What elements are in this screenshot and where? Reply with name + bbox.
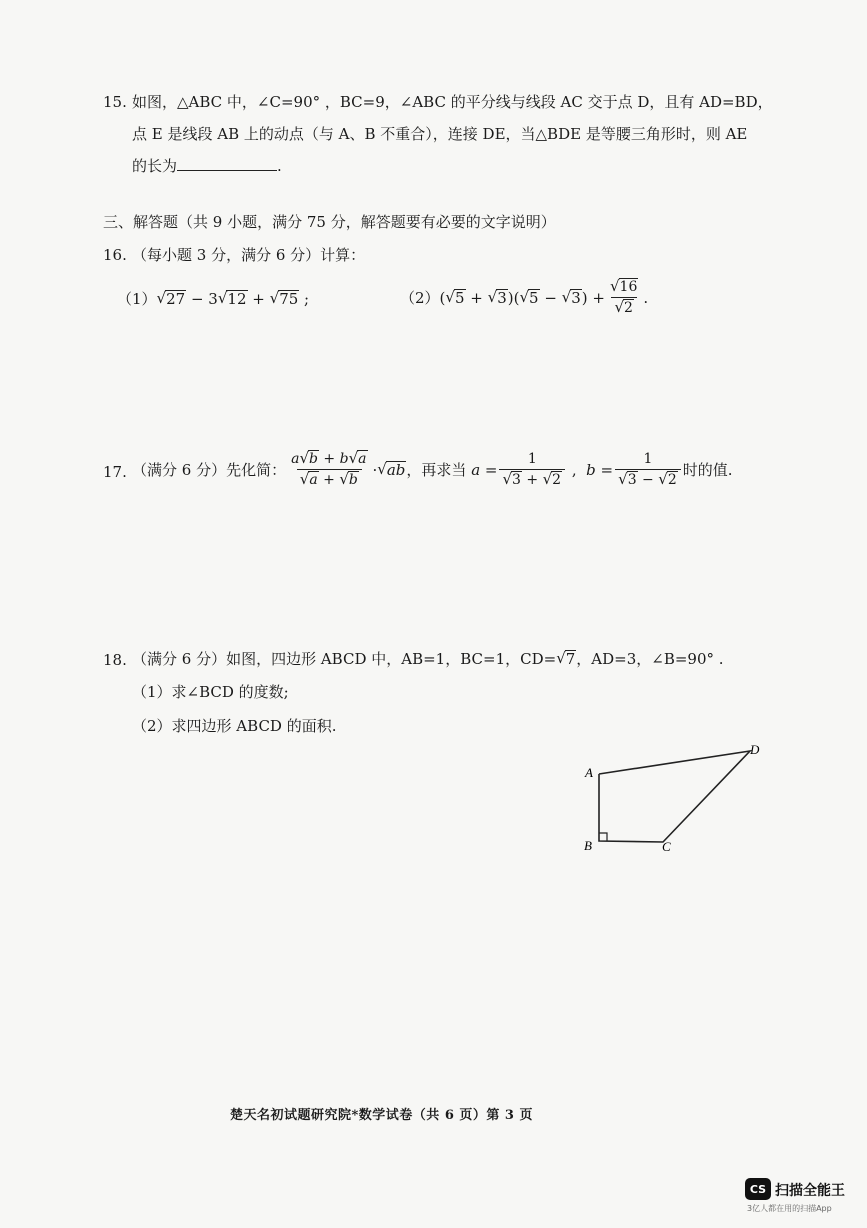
frac-simplify-expression: a √ b + b √ a √ a + √ b xyxy=(291,449,367,488)
label-c: C xyxy=(662,839,671,854)
q16-part1-label: （1） xyxy=(117,290,157,308)
page-footer: 楚天名初试题研究院*数学试卷（共 6 页）第 3 页 xyxy=(230,1108,533,1123)
quadrilateral-abcd xyxy=(599,751,750,842)
scanner-watermark xyxy=(745,1178,855,1214)
cs-logo-icon: CS xyxy=(745,1178,771,1200)
q17-pre: （满分 6 分）先化简： xyxy=(132,461,287,479)
q15-line3-pre: 的长为 xyxy=(132,157,178,175)
q18-number: 18. xyxy=(103,651,127,669)
sqrt-12: √ 12 xyxy=(217,288,247,308)
q15-line3 xyxy=(132,156,282,176)
q18-stem-part1: （满分 6 分）如图，四边形 ABCD 中，AB=1，BC=1，CD= xyxy=(132,650,557,668)
sqrt-75: √ 75 xyxy=(269,288,299,308)
frac-b-value: 1 √ 3 − √ 2 xyxy=(615,451,681,489)
frac-a-value: 1 √ 3 + √ 2 xyxy=(499,451,565,489)
q15-line2: 点 E 是线段 AB 上的动点（与 A、B 不重合），连接 DE，当△BDE 是等腰三角形时，则 AE xyxy=(132,125,748,143)
sqrt-7: √ 7 xyxy=(556,648,576,668)
sqrt-27: √ 27 xyxy=(156,288,186,308)
section3-title: 三、解答题（共 9 小题，满分 75 分，解答题要有必要的文字说明） xyxy=(103,213,556,231)
label-a: A xyxy=(585,765,593,780)
q17-number: 17. xyxy=(103,463,127,481)
q17-post: 时的值. xyxy=(682,461,733,479)
right-angle-mark xyxy=(599,833,607,841)
q15-number: 15. xyxy=(103,93,127,111)
q17-body: （满分 6 分）先化简： a √ b + b √ a √ a + √ b · √ ab ，再求当 a = 1 √ 3 + √ 2 , b = 1 √ 3 − √ 2 时的值. xyxy=(132,449,733,488)
q15-line3-post: . xyxy=(277,157,282,175)
q16-part2: （2） ( √ 5 + √ 3 )( √ 5 − √ 3 ) + √ 16 √ 2 . xyxy=(400,277,649,316)
q16-part2-label: （2） xyxy=(400,289,440,307)
q16-number: 16. xyxy=(103,246,127,264)
q16-stem: （每小题 3 分，满分 6 分）计算： xyxy=(132,246,366,264)
q17-mid: ，再求当 xyxy=(406,461,467,479)
watermark-tagline: 3亿人都在用的扫描App xyxy=(747,1204,832,1213)
q18-part2: （2）求四边形 ABCD 的面积. xyxy=(132,717,337,735)
q18-stem-part2: ，AD=3，∠B=90° . xyxy=(576,650,724,668)
q18-stem xyxy=(132,648,724,669)
frac-sqrt16-over-sqrt2: √ 16 √ 2 xyxy=(609,277,638,316)
label-b: B xyxy=(584,838,592,853)
watermark-brand: 扫描全能王 xyxy=(775,1183,845,1199)
label-d: D xyxy=(750,742,760,757)
q15-answer-blank xyxy=(177,156,277,171)
q18-part1: （1）求∠BCD 的度数; xyxy=(132,683,289,701)
quadrilateral-figure xyxy=(575,740,775,860)
q16-part1: （1） √ 27 − 3 √ 12 + √ 75 ; xyxy=(117,288,310,308)
q15-line1: 如图，△ABC 中，∠C=90° ，BC=9，∠ABC 的平分线与线段 AC 交于点 D，且有 AD=BD， xyxy=(132,93,773,111)
